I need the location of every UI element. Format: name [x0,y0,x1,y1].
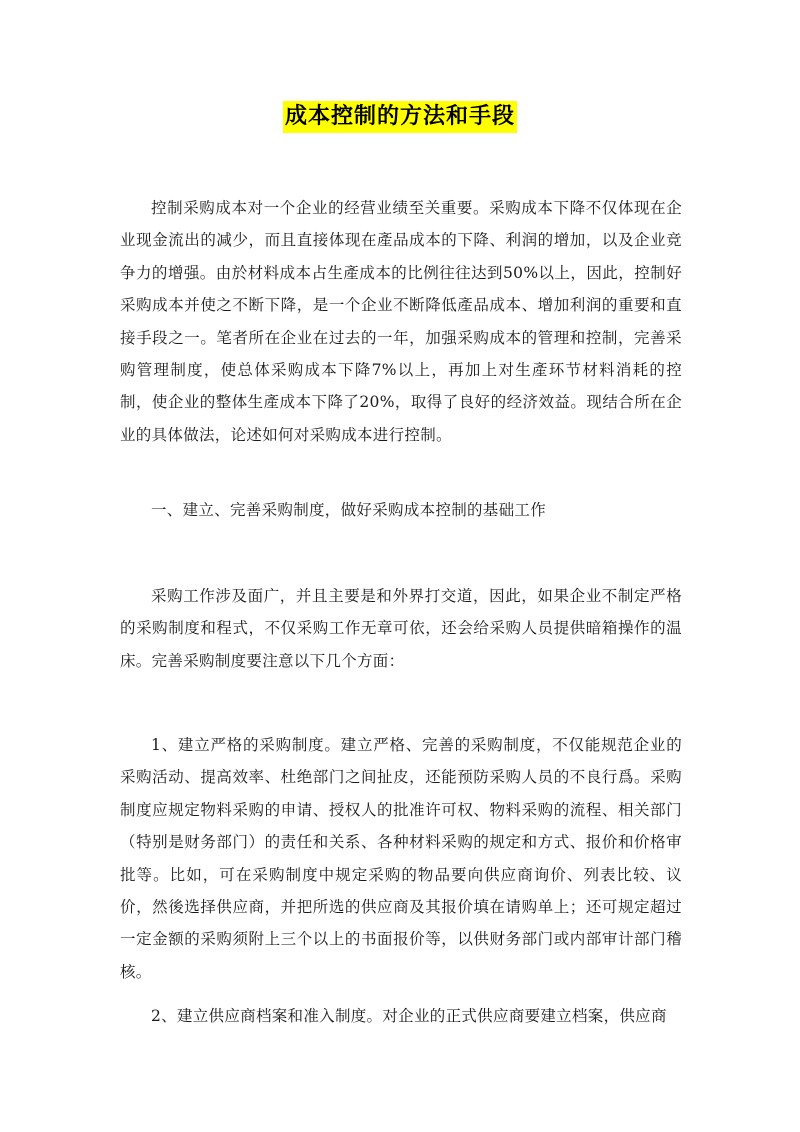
paragraph-intro: 控制采购成本对一个企业的经营业绩至关重要。采购成本下降不仅体现在企业现金流出的减少，而且直接体现在產品成本的下降、利润的增加，以及企业竞争力的增强。由於材料成本占生產成本的比例往往达到50%以上，因此，控制好采购成本并使之不断下降，是一个企业不断降低產品成本、增加利润的重要和直接手段之一。笔者所在企业在过去的一年，加强采购成本的管理和控制，完善采购管理制度，使总体采购成本下降7%以上，再加上对生產环节材料消耗的控制，使企业的整体生產成本下降了20%，取得了良好的经济效益。现结合所在企业的具体做法，论述如何对采购成本进行控制。 [120,199,682,444]
title-container [0,101,800,133]
paragraph-section-1-intro: 采购工作涉及面广，并且主要是和外界打交道，因此，如果企业不制定严格的采购制度和程式，不仅采购工作无章可依，还会给采购人员提供暗箱操作的温床。完善采购制度要注意以下几个方面： [120,587,682,670]
section-heading-1: 一、建立、完善采购制度，做好采购成本控制的基础工作 [151,501,547,519]
paragraph-item-1: 1、建立严格的采购制度。建立严格、完善的采购制度，不仅能规范企业的采购活动、提高效率、杜绝部门之间扯皮，还能预防采购人员的不良行爲。采购制度应规定物料采购的申请、授权人的批准许可权、物料采购的流程、相关部门（特别是财务部门）的责任和关系、各种材料采购的规定和方式、报价和价格审批等。比如，可在采购制度中规定采购的物品要向供应商询价、列表比较、议价，然後选择供应商，并把所选的供应商及其报价填在请购单上；还可规定超过一定金额的采购须附上三个以上的书面报价等，以供财务部门或内部审计部门稽核。 [120,736,682,981]
paragraph-item-2: 2、建立供应商档案和准入制度。对企业的正式供应商要建立档案，供应商 [151,1007,667,1025]
document-title: 成本控制的方法和手段 [283,101,517,133]
